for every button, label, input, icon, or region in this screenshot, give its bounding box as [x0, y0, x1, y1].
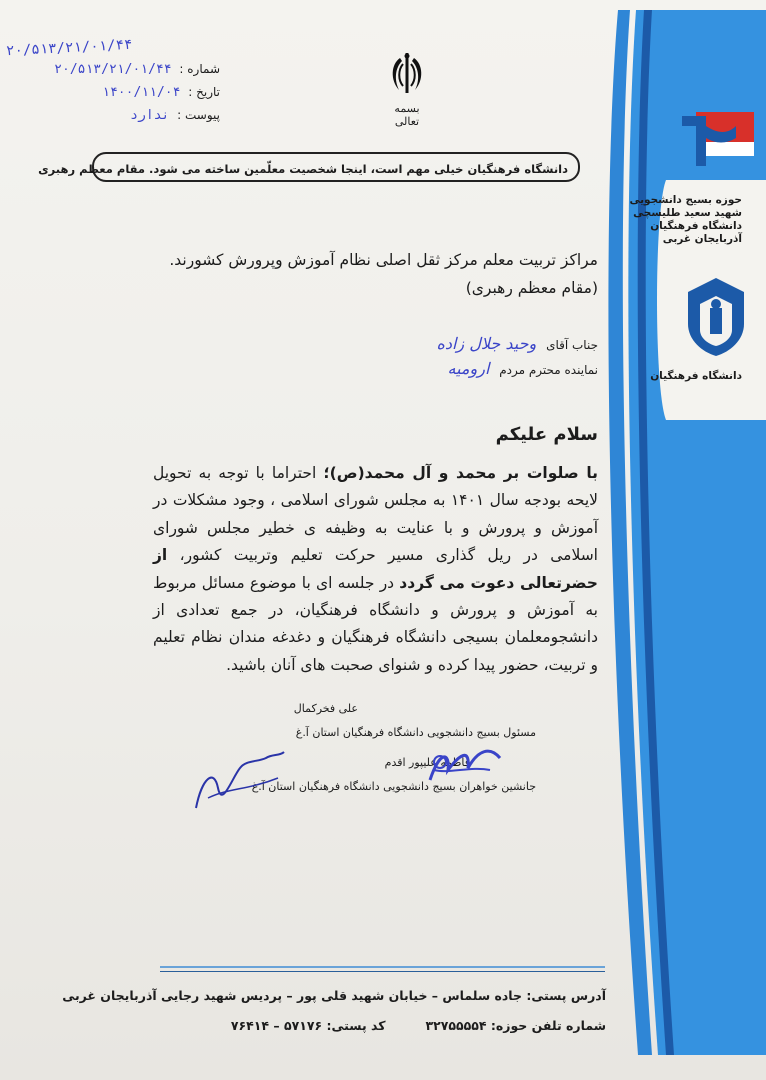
basij-logo-icon [676, 102, 756, 172]
sidebar-band [596, 10, 766, 1055]
header-quote: دانشگاه فرهنگیان خیلی مهم است، اینجا شخصیت معلّمین ساخته می شود. مقام معظم رهبری [92, 152, 580, 182]
meta-date: تاریخ : ۱۴۰۰/۱۱/۰۴ [102, 85, 220, 100]
emblem [382, 50, 432, 128]
meta-attachment: پیوست : ندارد [130, 108, 220, 123]
footer-postal: کد پستی: ۵۷۱۷۶ – ۷۶۴۱۴ [230, 1018, 386, 1033]
footer-address: آدرس پستی: جاده سلماس – خیابان شهید قلی پور – پردیس شهید رجایی آذربایجان غربی [62, 988, 606, 1003]
signature-ink-1 [188, 748, 288, 818]
recipient-name-line: جناب آقای وحید جلال زاده [436, 334, 598, 353]
iran-emblem-icon [385, 50, 429, 96]
emblem-caption: بسمه تعالی [394, 102, 420, 128]
letter-body: با صلوات بر محمد و آل محمد(ص)؛ احتراما با توجه به تحویل لایحه بودجه سال ۱۴۰۱ به مجلس شورای اسلامی ، وجود مشکلات در آموزش و پرورش و با عنایت به وظیفه ی خطیر مجلس شورای اسلامی در ریل گذاری مسیر حرکت تعلیم وتربیت کشور، از حضرتعالی دعوت می گردد در جلسه ای با موضوع مسائل مربوط به آموزش و پرورش و دانشگاه فرهنگیان، در جمع تعدادی از دانشجومعلمان بسیجی دانشگاه فرهنگیان و دغدغه مندان نظام تعلیم و تربیت، حضور پیدا کرده و شنوای صحبت های آنان باشید. [153, 464, 599, 674]
footer-contact [191, 1018, 606, 1033]
signer-role-1: مسئول بسیج دانشجویی دانشگاه فرهنگیان استان آ.غ [295, 726, 536, 739]
farhangian-logo-icon [684, 276, 748, 358]
signature-stamp-blue [420, 740, 510, 790]
footer-divider-thin [160, 971, 605, 972]
footer-phone: شماره تلفن حوزه: ۳۲۷۵۵۵۵۴ [425, 1018, 606, 1033]
footer-divider [160, 966, 605, 968]
salutation: سلام علیکم [495, 424, 598, 445]
signer-name-1: علی فخرکمال [293, 702, 358, 715]
signer-role-2: جانشین خواهران بسیج دانشجویی دانشگاه فرهنگیان استان آ.غ [251, 780, 536, 793]
sidebar-org-lines: حوزه بسیج دانشجویی شهید سعید طلیسچی دانشگاه فرهنگیان آذربایجان غربی [629, 194, 742, 245]
recipient-block [436, 332, 598, 382]
meta-number: شماره : ۲۰/۵۱۳/۲۱/۰۱/۴۴ [54, 62, 220, 77]
signer-name-2: فاطمه علیپور اقدم [384, 756, 470, 769]
letter-meta [54, 58, 220, 127]
recipient-role-line: نماینده محترم مردم ارومیه [447, 359, 598, 378]
sidebar-university: دانشگاه فرهنگیان [650, 370, 742, 382]
corner-stamp: ۲۰/۵۱۳/۲۱/۰۱/۴۴ [5, 36, 133, 60]
intro-quote: مراکز تربیت معلم مرکز ثقل اصلی نظام آموزش وپرورش کشورند.(مقام معظم رهبری) [169, 251, 598, 297]
